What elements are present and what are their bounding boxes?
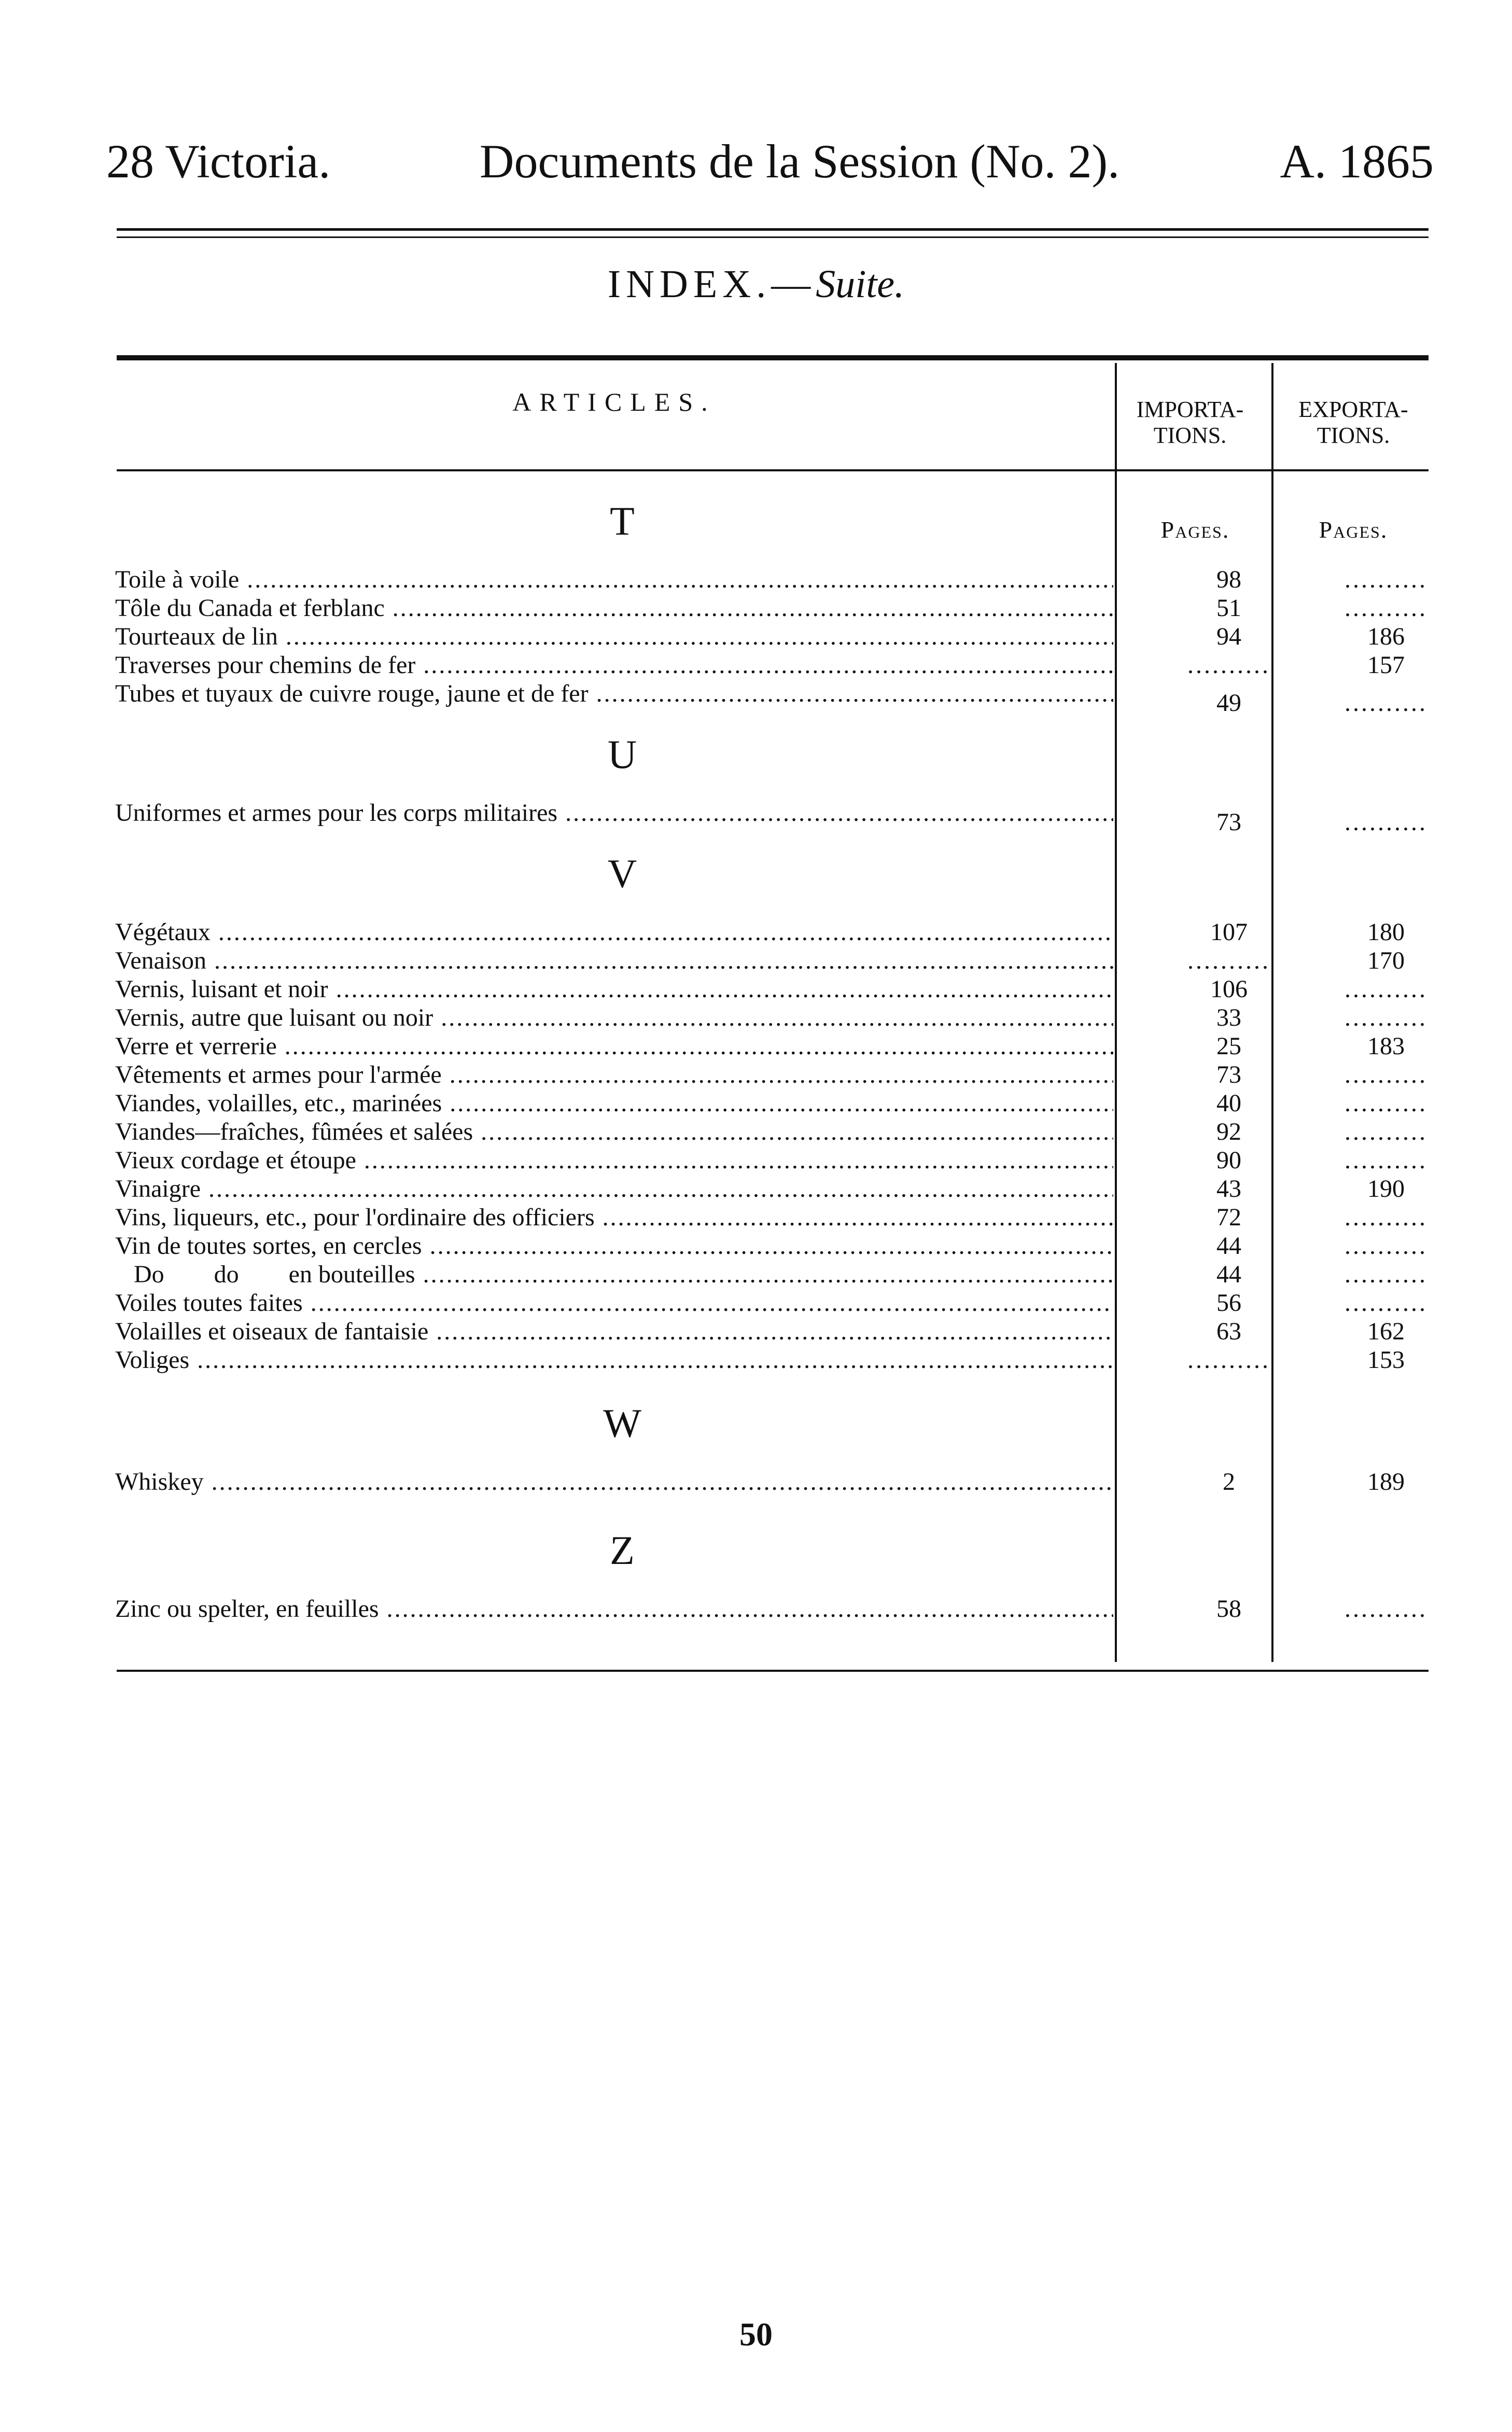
export-page: 183 xyxy=(1367,1032,1405,1060)
export-page: 157 xyxy=(1367,651,1405,679)
import-page: 106 xyxy=(1210,975,1248,1003)
export-page: 190 xyxy=(1367,1175,1405,1203)
index-title-suite: Suite. xyxy=(816,262,905,306)
header-right: A. 1865 xyxy=(1280,135,1434,188)
export-page: .......... xyxy=(1345,1147,1427,1174)
article-name: Traverses pour chemins de fer ..... xyxy=(115,651,1113,680)
import-page: .......... xyxy=(1187,651,1270,679)
header-left: 28 Victoria. xyxy=(106,135,331,188)
import-page: 73 xyxy=(1216,808,1241,836)
article-name: Viandes—fraîches, fûmées et salées ..... xyxy=(115,1117,1113,1147)
article-name: Tourteaux de lin ..... xyxy=(115,622,1113,651)
index-title-main: INDEX.— xyxy=(607,262,816,306)
export-page: 186 xyxy=(1367,623,1405,650)
import-page: 90 xyxy=(1216,1147,1241,1174)
import-page: 43 xyxy=(1216,1175,1241,1203)
import-page: 92 xyxy=(1216,1118,1241,1145)
article-name: Volailles et oiseaux de fantaisie ..... xyxy=(115,1317,1113,1346)
import-page: 33 xyxy=(1216,1004,1241,1031)
running-header xyxy=(106,134,1434,191)
export-page: .......... xyxy=(1345,1289,1427,1317)
header-center: Documents de la Session (No. 2). xyxy=(480,135,1120,188)
article-name: Whiskey ..... xyxy=(115,1467,1113,1497)
header-rule-bottom xyxy=(117,236,1429,238)
import-page: 107 xyxy=(1210,918,1248,946)
exportations-pages-label: Pages. xyxy=(1319,516,1388,543)
import-page: 40 xyxy=(1216,1089,1241,1117)
export-page: .......... xyxy=(1345,1118,1427,1145)
export-page: .......... xyxy=(1345,1232,1427,1260)
article-name: Vêtements et armes pour l'armée ..... xyxy=(115,1060,1113,1089)
table-rule-bottom xyxy=(117,1670,1429,1672)
import-page: .......... xyxy=(1187,1346,1270,1374)
export-page: .......... xyxy=(1345,1089,1427,1117)
page-number: 50 xyxy=(739,2316,773,2353)
export-page: .......... xyxy=(1345,1004,1427,1031)
section-letter-v: V xyxy=(607,851,637,896)
export-page: 153 xyxy=(1367,1346,1405,1374)
column-header-rule xyxy=(117,469,1429,471)
import-page: 44 xyxy=(1216,1261,1241,1288)
import-page: 94 xyxy=(1216,623,1241,650)
export-page: .......... xyxy=(1345,689,1427,717)
article-name: Vernis, luisant et noir ..... xyxy=(115,975,1113,1004)
article-name: Uniformes et armes pour les corps militaires ..... xyxy=(115,799,1113,828)
article-name: Voiles toutes faites ..... xyxy=(115,1289,1113,1318)
import-page: 25 xyxy=(1216,1032,1241,1060)
section-letter-t: T xyxy=(610,498,635,543)
column-header-importations: IMPORTA- TIONS. xyxy=(1136,397,1244,448)
column-header-exportations: EXPORTA- TIONS. xyxy=(1298,397,1408,448)
export-page: .......... xyxy=(1345,1061,1427,1088)
column-divider-importations xyxy=(1115,363,1117,1662)
article-name: Vin de toutes sortes, en cercles ..... xyxy=(115,1232,1113,1261)
export-page: 180 xyxy=(1367,918,1405,946)
export-page: .......... xyxy=(1345,1204,1427,1231)
import-page: 56 xyxy=(1216,1289,1241,1317)
index-title xyxy=(0,262,1512,307)
column-header-articles: ARTICLES. xyxy=(512,387,716,416)
article-name: Végétaux ..... xyxy=(115,918,1113,947)
article-name: Toile à voile ..... xyxy=(115,565,1113,594)
article-name: Tubes et tuyaux de cuivre rouge, jaune et de fer ..... xyxy=(115,679,1113,708)
article-name: Tôle du Canada et ferblanc ..... xyxy=(115,594,1113,623)
article-name: Venaison ..... xyxy=(115,946,1113,975)
importations-pages-label: Pages. xyxy=(1160,516,1230,543)
import-page: 63 xyxy=(1216,1318,1241,1345)
import-page: 49 xyxy=(1216,689,1241,717)
export-page: .......... xyxy=(1345,808,1427,836)
article-name: Do do en bouteilles ..... xyxy=(115,1260,1113,1289)
import-page: 72 xyxy=(1216,1204,1241,1231)
article-name: Vins, liqueurs, etc., pour l'ordinaire des officiers ..... xyxy=(115,1203,1113,1232)
article-name: Vinaigre ..... xyxy=(115,1175,1113,1204)
article-name: Vernis, autre que luisant ou noir ..... xyxy=(115,1003,1113,1032)
import-page: 2 xyxy=(1223,1468,1235,1495)
article-name: Viandes, volailles, etc., marinées ..... xyxy=(115,1089,1113,1118)
export-page: .......... xyxy=(1345,1261,1427,1288)
export-page: 170 xyxy=(1367,947,1405,974)
export-page: .......... xyxy=(1345,1595,1427,1623)
import-page: 98 xyxy=(1216,566,1241,593)
export-page: 162 xyxy=(1367,1318,1405,1345)
import-page: 58 xyxy=(1216,1595,1241,1623)
export-page: .......... xyxy=(1345,975,1427,1003)
import-page: 73 xyxy=(1216,1061,1241,1088)
header-rule-top xyxy=(117,228,1429,231)
article-name: Verre et verrerie ..... xyxy=(115,1032,1113,1061)
article-name: Vieux cordage et étoupe ..... xyxy=(115,1146,1113,1175)
section-letter-u: U xyxy=(607,732,637,777)
article-name: Voliges ..... xyxy=(115,1346,1113,1375)
export-page: .......... xyxy=(1345,566,1427,593)
table-rule-top xyxy=(117,355,1429,360)
import-page: 51 xyxy=(1216,594,1241,622)
section-letter-w: W xyxy=(603,1401,641,1446)
article-name: Zinc ou spelter, en feuilles ..... xyxy=(115,1595,1113,1624)
import-page: .......... xyxy=(1187,947,1270,974)
import-page: 44 xyxy=(1216,1232,1241,1260)
export-page: 189 xyxy=(1367,1468,1405,1495)
section-letter-z: Z xyxy=(610,1528,635,1573)
export-page: .......... xyxy=(1345,594,1427,622)
